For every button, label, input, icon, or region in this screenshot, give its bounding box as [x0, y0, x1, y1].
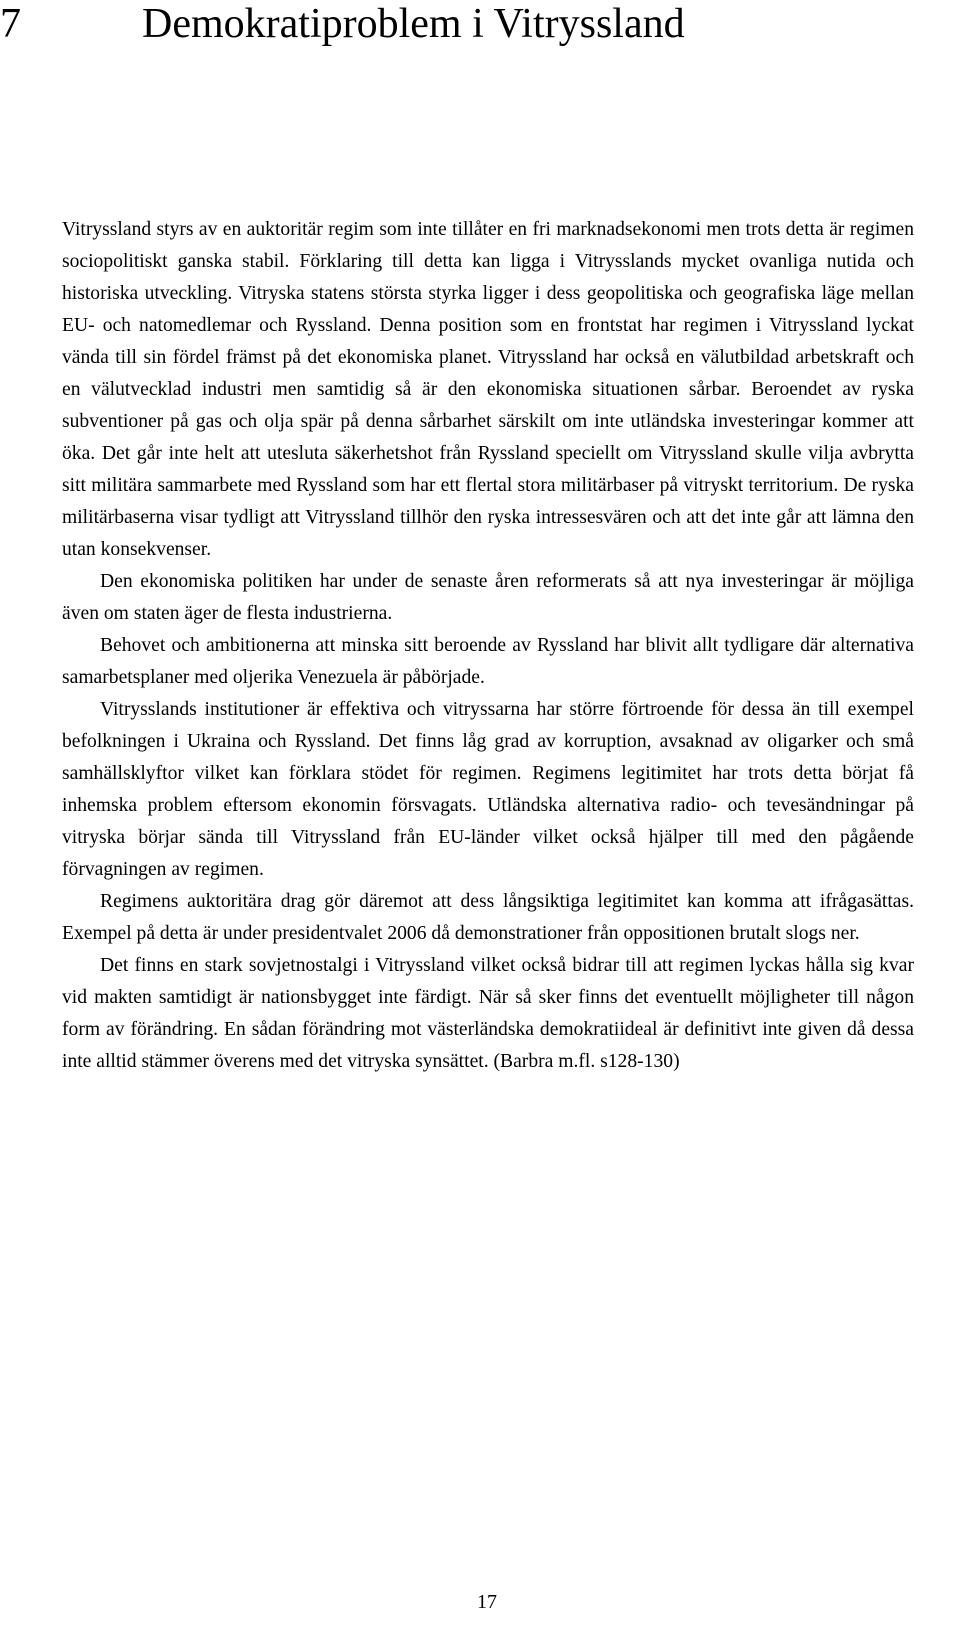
paragraph: Det finns en stark sovjetnostalgi i Vitryssland vilket också bidrar till att regimen lyckas hålla sig kvar vid makten samtidigt är nationsbygget inte färdigt. När så sker finns det eventuellt möjligheter till någon form av förändring. En sådan förändring mot västerländska demokratiideal är definitivt inte given då dessa inte alltid stämmer överens med det vitryska synsättet. (Barbra m.fl. s128-130): [62, 955, 914, 1072]
paragraph: Behovet och ambitionerna att minska sitt beroende av Ryssland har blivit allt tydligare där alternativa samarbetsplaner med oljerika Venezuela är påbörjade.: [62, 635, 914, 688]
paragraph: Vitrysslands institutioner är effektiva och vitryssarna har större förtroende för dessa än till exempel befolkningen i Ukraina och Ryssland. Det finns låg grad av korruption, avsaknad av oligarker och små samhällsklyftor vilket kan förklara stödet för regimen. Regimens legitimitet har trots detta börjat få inhemska problem eftersom ekonomin försvagats. Utländska alternativa radio- och tevesändningar på vitryska börjar sända till Vitryssland från EU-länder vilket också hjälper till med den pågående förvagningen av regimen.: [62, 699, 914, 880]
paragraph: Vitryssland styrs av en auktoritär regim som inte tillåter en fri marknadsekonomi men trots detta är regimen sociopolitiskt ganska stabil. Förklaring till detta kan ligga i Vitrysslands mycket ovanliga nutida och historiska utveckling. Vitryska statens största styrka ligger i dess geopolitiska och geografiska läge mellan EU- och natomedlemar och Ryssland. Denna position som en frontstat har regimen i Vitryssland lyckat vända till sin fördel främst på det ekonomiska planet. Vitryssland har också en välutbildad arbetskraft och en välutvecklad industri men samtidig så är den ekonomiska situationen sårbar. Beroendet av ryska subventioner på gas och olja spär på denna sårbarhet särskilt om inte utländska investeringar kommer att öka. Det går inte helt att utesluta säkerhetshot från Ryssland speciellt om Vitryssland skulle vilja avbrytta sitt militära sammarbete med Ryssland som har ett flertal stora militärbaser på vitryskt territorium. De ryska militärbaserna visar tydligt att Vitryssland tillhör den ryska intressesvären och att det inte går att lämna den utan konsekvenser.: [62, 219, 914, 560]
paragraph: Regimens auktoritära drag gör däremot att dess långsiktiga legitimitet kan komma att ifrågasättas. Exempel på detta är under presidentvalet 2006 då demonstrationer från oppositionen brutalt slogs ner.: [62, 891, 914, 944]
page-number: 17: [477, 1591, 497, 1613]
chapter-number: 7: [0, 1, 21, 47]
chapter-title: Demokratiproblem i Vitryssland: [142, 1, 685, 47]
paragraph: Den ekonomiska politiken har under de senaste åren reformerats så att nya investeringar är möjliga även om staten äger de flesta industrierna.: [62, 571, 914, 624]
body-text: [62, 214, 914, 1078]
